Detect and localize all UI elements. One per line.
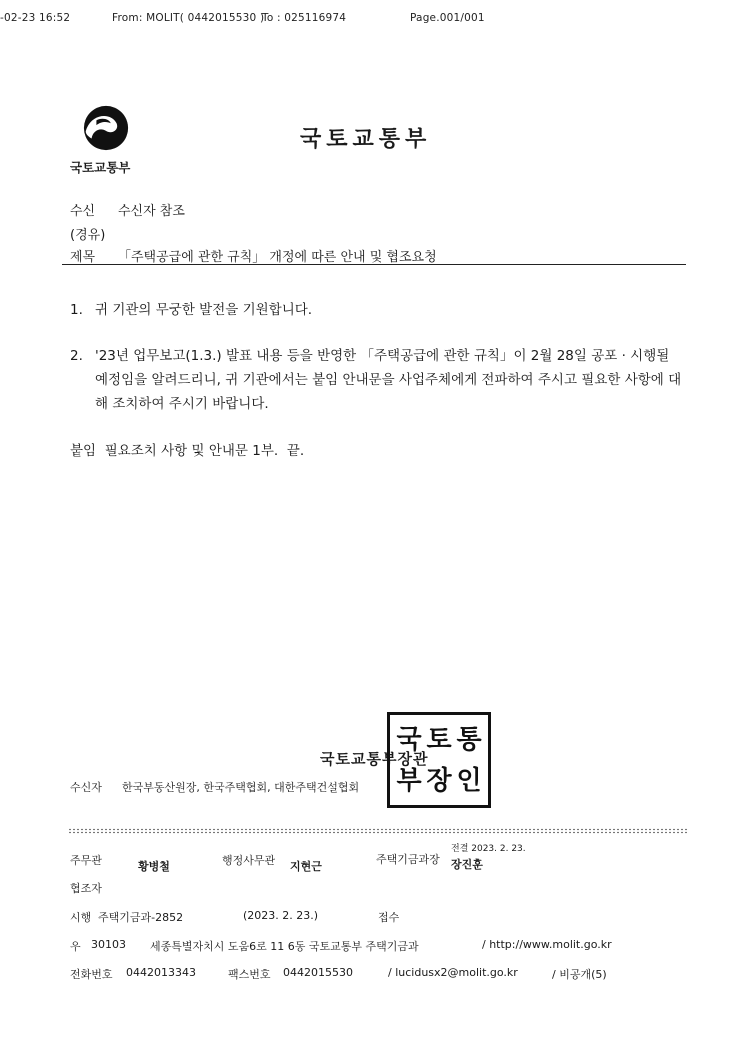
subject-label: 제목 bbox=[70, 250, 96, 265]
website-link[interactable]: / http://www.molit.go.kr bbox=[482, 938, 612, 951]
body-item-1 bbox=[70, 298, 690, 322]
enforce-date: (2023. 2. 23.) bbox=[243, 909, 319, 922]
recipient-row bbox=[70, 200, 185, 219]
attachment-label: 붙임 bbox=[70, 443, 97, 459]
cooperator-label: 협조자 bbox=[70, 882, 102, 895]
attachment-text: 필요조치 사항 및 안내문 1부. bbox=[104, 443, 279, 459]
via-label: (경유) bbox=[70, 228, 106, 243]
subject-value: 「주택공급에 관한 규칙」 개정에 따른 안내 및 협조요청 bbox=[118, 250, 437, 265]
seal-char: 국 bbox=[396, 724, 422, 755]
page-title: 국토교통부 bbox=[300, 127, 432, 152]
attachment-row bbox=[70, 439, 304, 463]
seal-char: 부 bbox=[396, 765, 422, 796]
director-date: 전결 2023. 2. 23. bbox=[451, 844, 526, 854]
director-label: 주택기금과장 bbox=[376, 853, 440, 866]
recipients-row bbox=[70, 779, 359, 795]
item-number: 1. bbox=[70, 302, 83, 318]
enforce-number: 주택기금과-2852 bbox=[98, 911, 184, 924]
fax-label: 팩스번호 bbox=[228, 968, 271, 981]
fax-to: To : 025116974 bbox=[262, 12, 347, 24]
dotted-divider bbox=[68, 828, 688, 834]
fax-from: From: MOLIT( 0442015530 ) bbox=[112, 12, 265, 24]
subject-divider bbox=[62, 264, 686, 265]
deputy-name: 지현근 bbox=[290, 860, 322, 873]
phone-label: 전화번호 bbox=[70, 968, 113, 981]
subject-row bbox=[70, 246, 437, 265]
item-number: 2. bbox=[70, 348, 83, 364]
officer-name: 황병철 bbox=[138, 860, 170, 873]
seal-char: 통 bbox=[456, 724, 482, 755]
recipients-label: 수신자 bbox=[70, 781, 102, 794]
recipients-value: 한국부동산원장, 한국주택협회, 대한주택건설협회 bbox=[122, 781, 360, 794]
fax-number: 0442015530 bbox=[283, 966, 353, 979]
end-mark: 끝. bbox=[286, 443, 305, 459]
seal-char: 장 bbox=[426, 765, 452, 796]
email-link[interactable]: / lucidusx2@molit.go.kr bbox=[388, 966, 518, 979]
official-seal bbox=[387, 712, 491, 808]
address: 세종특별자치시 도움6로 11 6동 국토교통부 주택기금과 bbox=[150, 940, 419, 953]
postal-label: 우 bbox=[70, 940, 81, 953]
disclosure-status: / 비공개(5) bbox=[552, 968, 607, 981]
fax-page: Page.001/001 bbox=[410, 12, 485, 24]
postal-code: 30103 bbox=[91, 938, 126, 951]
logo-caption: 국토교통부 bbox=[70, 160, 131, 175]
receipt-label: 접수 bbox=[378, 911, 400, 924]
item-text: '23년 업무보고(1.3.) 발표 내용 등을 반영한 「주택공급에 관한 규칙」이 2월 28일 공포 · 시행될 예정임을 알려드리니, 귀 기관에서는 붙임 안내문을 사업주체에게 전파하여 주시고 필요한 사항에 대해 조치하여 주시기 바랍니다. bbox=[95, 348, 682, 412]
body-item-2 bbox=[70, 344, 685, 416]
seal-char: 토 bbox=[426, 724, 452, 755]
phone-number: 0442013343 bbox=[126, 966, 196, 979]
seal-char: 인 bbox=[456, 765, 482, 796]
recipient-label: 수신 bbox=[70, 204, 96, 219]
item-text: 귀 기관의 무궁한 발전을 기원합니다. bbox=[95, 302, 313, 318]
fax-datetime: -02-23 16:52 bbox=[0, 12, 71, 24]
recipient-value: 수신자 참조 bbox=[118, 204, 185, 219]
sender-name: 국토교통부장관 bbox=[320, 750, 429, 768]
officer-label: 주무관 bbox=[70, 854, 102, 867]
enforce-label: 시행 bbox=[70, 911, 92, 924]
director-name: 장진훈 bbox=[451, 858, 483, 871]
taegeuk-logo-icon bbox=[82, 104, 130, 152]
deputy-label: 행정사무관 bbox=[222, 854, 276, 867]
